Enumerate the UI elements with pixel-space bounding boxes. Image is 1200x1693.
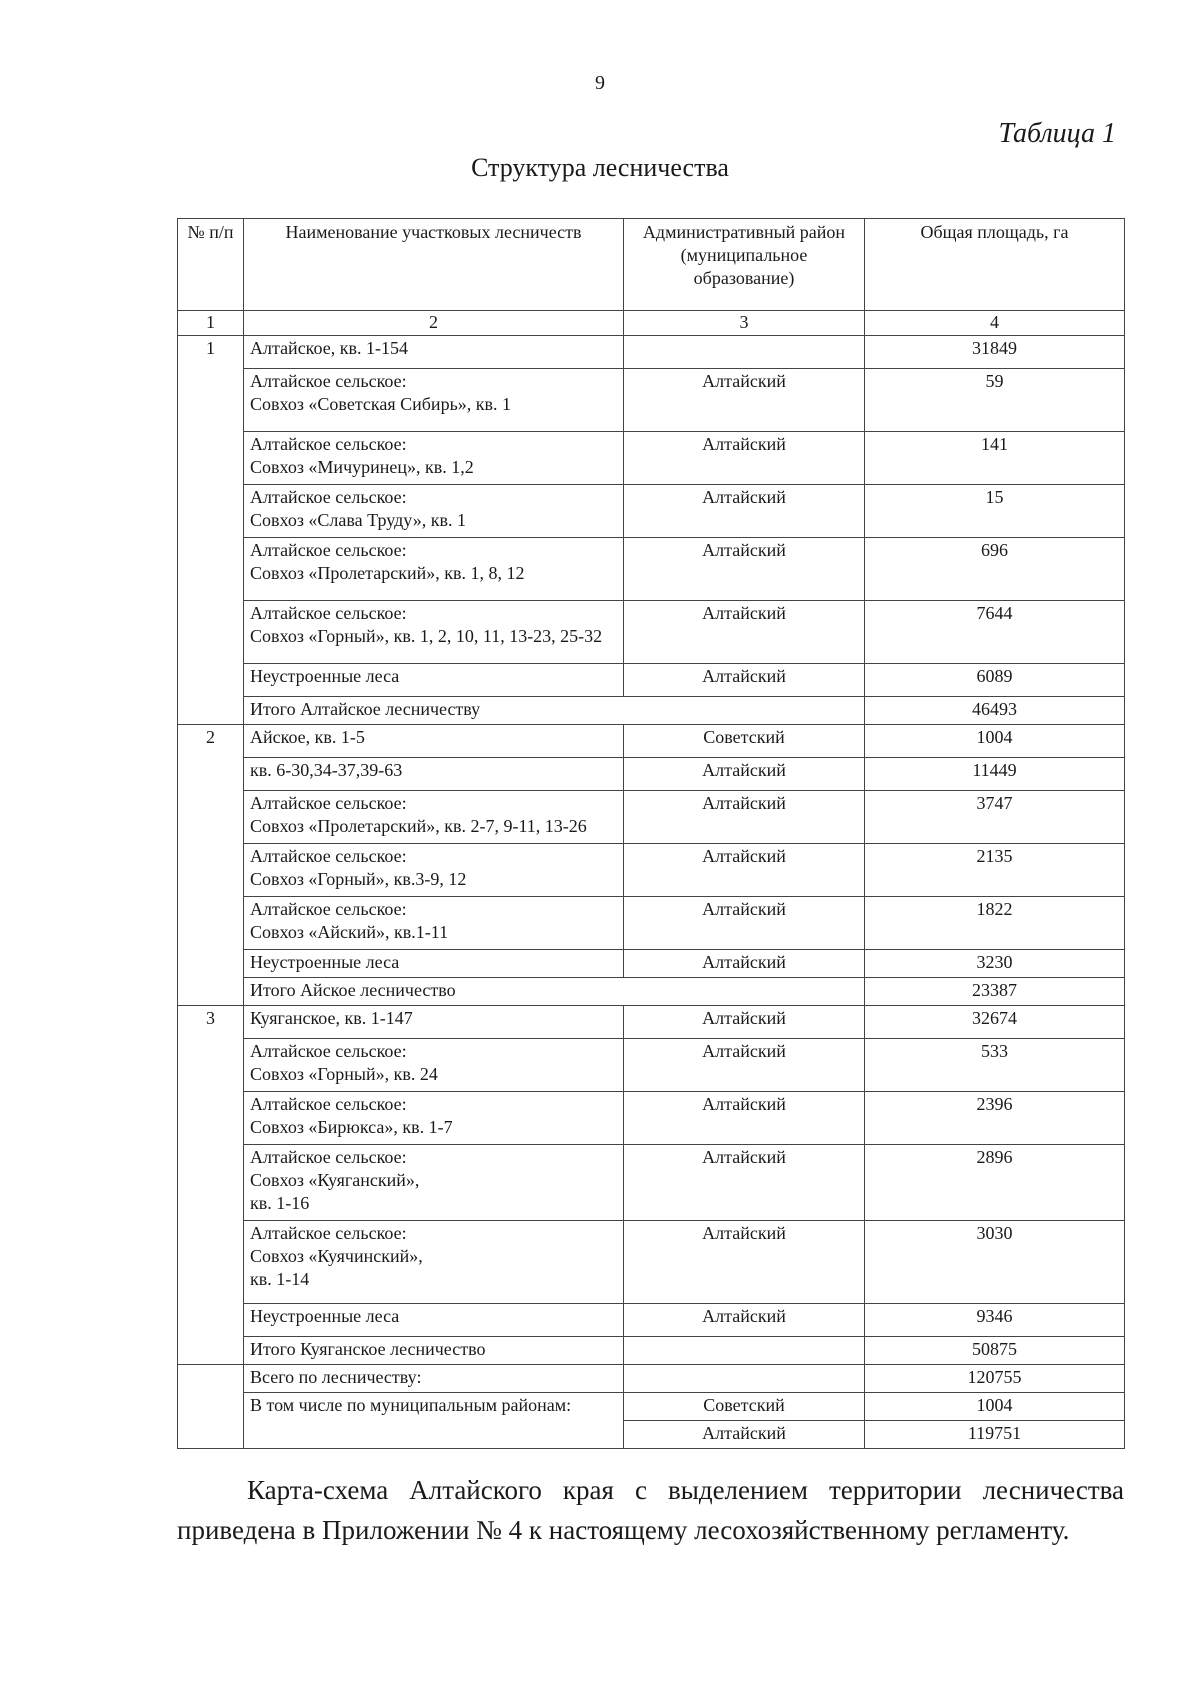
- row-name: Алтайское сельское: Совхоз «Бирюкса», кв. 1-7: [244, 1092, 624, 1145]
- table-row: [178, 1006, 1125, 1039]
- row-name: Алтайское сельское: Совхоз «Куяганский», кв. 1-16: [244, 1145, 624, 1221]
- row-area: 9346: [865, 1304, 1125, 1337]
- row-name: Неустроенные леса: [244, 1304, 624, 1337]
- row-area: 7644: [865, 601, 1125, 664]
- row-name: Алтайское сельское: Совхоз «Слава Труду», кв. 1: [244, 485, 624, 538]
- row-district: Алтайский: [624, 950, 865, 978]
- empty-number-cell: [178, 1365, 244, 1449]
- table-row: [178, 791, 1125, 844]
- row-district: Советский: [624, 725, 865, 758]
- table-row: [178, 1221, 1125, 1304]
- district-area: 1004: [865, 1393, 1125, 1421]
- header-area: Общая площадь, га: [865, 219, 1125, 311]
- closing-paragraph: [177, 1470, 1124, 1550]
- row-name: Алтайское сельское: Совхоз «Пролетарский», кв. 1, 8, 12: [244, 538, 624, 601]
- district-area: 119751: [865, 1421, 1125, 1449]
- column-number: 1: [178, 311, 244, 336]
- row-area: 11449: [865, 758, 1125, 791]
- row-name: Айское, кв. 1-5: [244, 725, 624, 758]
- row-area: 31849: [865, 336, 1125, 369]
- row-area: 15: [865, 485, 1125, 538]
- table-row: [178, 897, 1125, 950]
- district-name: Алтайский: [624, 1421, 865, 1449]
- group-number: 3: [178, 1006, 244, 1365]
- closing-text: Карта-схема Алтайского края с выделением территории лесничества приведена в Приложении № 4 к настоящему лесохозяйственному регламенту.: [177, 1475, 1124, 1545]
- subtotal-row: [178, 697, 1125, 725]
- row-area: 2135: [865, 844, 1125, 897]
- table-row: [178, 758, 1125, 791]
- row-district: Алтайский: [624, 1006, 865, 1039]
- row-area: 533: [865, 1039, 1125, 1092]
- district-breakdown-row: [178, 1393, 1125, 1421]
- district-name: Советский: [624, 1393, 865, 1421]
- table-row: [178, 664, 1125, 697]
- row-name: Алтайское сельское: Совхоз «Айский», кв.1-11: [244, 897, 624, 950]
- table-row: [178, 601, 1125, 664]
- row-district: Алтайский: [624, 1092, 865, 1145]
- table-row: [178, 336, 1125, 369]
- row-district: Алтайский: [624, 601, 865, 664]
- row-name: Алтайское сельское: Совхоз «Горный», кв. 24: [244, 1039, 624, 1092]
- row-name: Алтайское, кв. 1-154: [244, 336, 624, 369]
- header-name: Наименование участковых лесничеств: [244, 219, 624, 311]
- row-district: Алтайский: [624, 369, 865, 432]
- subtotal-area: 50875: [865, 1337, 1125, 1365]
- row-name: Алтайское сельское: Совхоз «Мичуринец», кв. 1,2: [244, 432, 624, 485]
- column-number: 3: [624, 311, 865, 336]
- row-area: 2896: [865, 1145, 1125, 1221]
- row-name: кв. 6-30,34-37,39-63: [244, 758, 624, 791]
- grand-total-label: Всего по лесничеству:: [244, 1365, 624, 1393]
- district-breakdown-label: В том числе по муниципальным районам:: [244, 1393, 624, 1449]
- row-district: Алтайский: [624, 485, 865, 538]
- header-number: № п/п: [178, 219, 244, 311]
- row-name: Алтайское сельское: Совхоз «Горный», кв.3-9, 12: [244, 844, 624, 897]
- row-area: 141: [865, 432, 1125, 485]
- row-name: Алтайское сельское: Совхоз «Горный», кв. 1, 2, 10, 11, 13-23, 25-32: [244, 601, 624, 664]
- grand-total-area: 120755: [865, 1365, 1125, 1393]
- row-area: 3747: [865, 791, 1125, 844]
- subtotal-row: [178, 978, 1125, 1006]
- table-title: Структура лесничества: [471, 153, 729, 182]
- row-district: Алтайский: [624, 897, 865, 950]
- row-district: Алтайский: [624, 844, 865, 897]
- row-area: 6089: [865, 664, 1125, 697]
- subtotal-label: Итого Алтайское лесничеству: [244, 697, 865, 725]
- table-row: [178, 485, 1125, 538]
- row-district: Алтайский: [624, 1304, 865, 1337]
- row-area: 59: [865, 369, 1125, 432]
- grand-total-row: [178, 1365, 1125, 1393]
- row-area: 1822: [865, 897, 1125, 950]
- column-number: 2: [244, 311, 624, 336]
- subtotal-label: Итого Куяганское лесничество: [244, 1337, 624, 1365]
- column-number-row: [178, 311, 1125, 336]
- subtotal-district: [624, 1337, 865, 1365]
- table-row: [178, 725, 1125, 758]
- row-area: 2396: [865, 1092, 1125, 1145]
- table-row: [178, 1039, 1125, 1092]
- subtotal-row: [178, 1337, 1125, 1365]
- subtotal-label: Итого Айское лесничество: [244, 978, 865, 1006]
- row-district: Алтайский: [624, 758, 865, 791]
- table-row: [178, 1092, 1125, 1145]
- table-label: Таблица 1: [998, 118, 1116, 149]
- subtotal-area: 23387: [865, 978, 1125, 1006]
- group-number: 2: [178, 725, 244, 1006]
- page-number: 9: [595, 72, 605, 94]
- row-area: 696: [865, 538, 1125, 601]
- row-district: Алтайский: [624, 432, 865, 485]
- row-district: Алтайский: [624, 664, 865, 697]
- table-row: [178, 1304, 1125, 1337]
- subtotal-area: 46493: [865, 697, 1125, 725]
- row-area: 1004: [865, 725, 1125, 758]
- row-name: Неустроенные леса: [244, 664, 624, 697]
- row-area: 3030: [865, 1221, 1125, 1304]
- header-district: Административный район (муниципальное образование): [624, 219, 865, 311]
- group-number: 1: [178, 336, 244, 725]
- row-name: Куяганское, кв. 1-147: [244, 1006, 624, 1039]
- row-district: Алтайский: [624, 538, 865, 601]
- column-number: 4: [865, 311, 1125, 336]
- grand-total-district: [624, 1365, 865, 1393]
- table-header-row: [178, 219, 1125, 311]
- forestry-structure-table: [177, 218, 1125, 1449]
- row-name: Алтайское сельское: Совхоз «Куячинский», кв. 1-14: [244, 1221, 624, 1304]
- row-name: Алтайское сельское: Совхоз «Пролетарский», кв. 2-7, 9-11, 13-26: [244, 791, 624, 844]
- row-district: Алтайский: [624, 1145, 865, 1221]
- row-district: Алтайский: [624, 791, 865, 844]
- row-district: [624, 336, 865, 369]
- table-row: [178, 538, 1125, 601]
- table-row: [178, 844, 1125, 897]
- row-name: Алтайское сельское: Совхоз «Советская Сибирь», кв. 1: [244, 369, 624, 432]
- row-area: 3230: [865, 950, 1125, 978]
- row-area: 32674: [865, 1006, 1125, 1039]
- row-district: Алтайский: [624, 1039, 865, 1092]
- table-row: [178, 369, 1125, 432]
- row-name: Неустроенные леса: [244, 950, 624, 978]
- row-district: Алтайский: [624, 1221, 865, 1304]
- table-row: [178, 432, 1125, 485]
- table-row: [178, 950, 1125, 978]
- table-row: [178, 1145, 1125, 1221]
